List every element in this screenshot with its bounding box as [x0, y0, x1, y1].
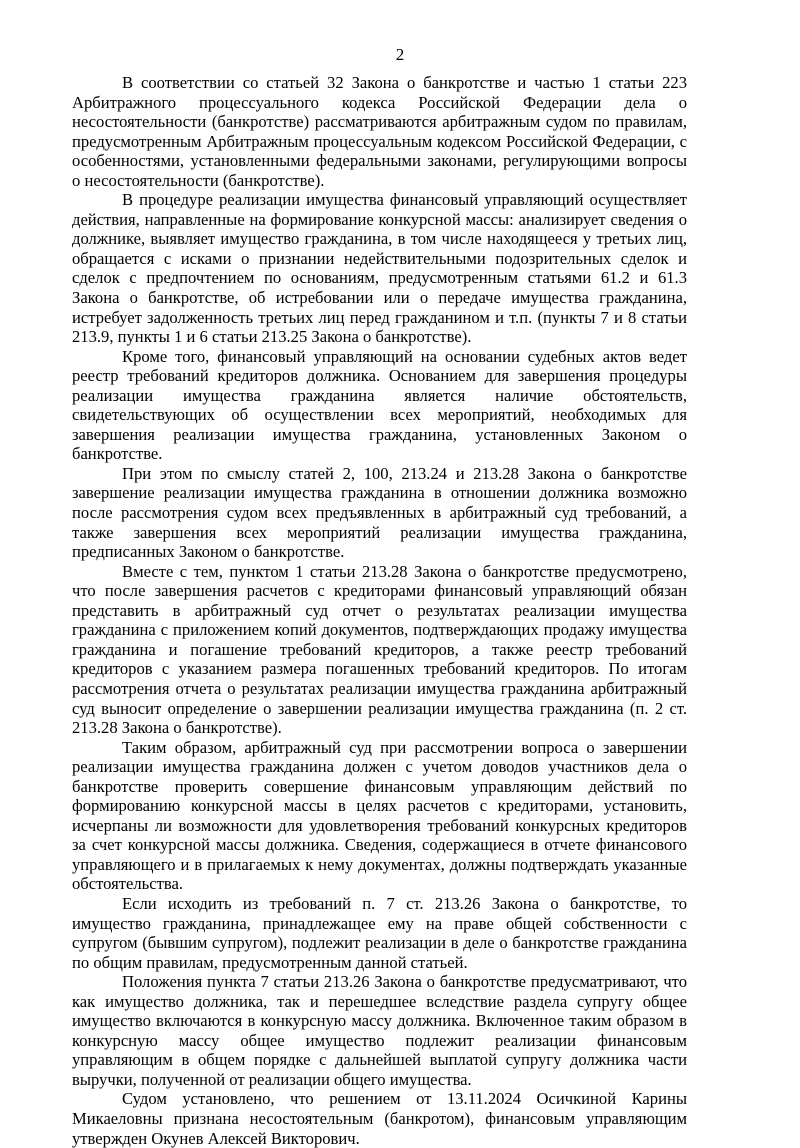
paragraph: При этом по смыслу статей 2, 100, 213.24 и 213.28 Закона о банкротстве завершение реализации имущества гражданина в отношении должника возможно после рассмотрения судом всех предъявленных в арбитражный суд требований, а также завершения всех мероприятий реализации имущества гражданина, предписанных Законом о банкротстве.	[72, 463, 687, 562]
paragraph: Если исходить из требований п. 7 ст. 213.26 Закона о банкротстве, то имущество гражданина, принадлежащее ему на праве общей собственности с супругом (бывшим супругом), подлежит реализации в деле о банкротстве гражданина по общим правилам, предусмотренным данной статьей.	[72, 893, 687, 972]
paragraph: Таким образом, арбитражный суд при рассмотрении вопроса о завершении реализации имущества гражданина должен с учетом доводов участников дела о банкротстве проверить совершение финансовым управляющим действий по формированию конкурсной массы в целях расчетов с кредиторами, установить, исчерпаны ли возможности для удовлетворения требований конкурсных кредиторов за счет конкурсной массы должника. Сведения, содержащиеся в отчете финансового управляющего и в прилагаемых к нему документах, должны подтверждать указанные обстоятельства.	[72, 737, 687, 894]
paragraph: Судом установлено, что решением от 13.11.2024 Осичкиной Карины Микаеловны признана несостоятельным (банкротом), финансовым управляющим утвержден Окунев Алексей Викторович.	[72, 1089, 687, 1148]
page-number: 2	[395, 45, 405, 64]
paragraph: Кроме того, финансовый управляющий на основании судебных актов ведет реестр требований кредиторов должника. Основанием для завершения процедуры реализации имущества гражданина является наличие обстоятельств, свидетельствующих об осуществлении всех мероприятий, необходимых для завершения реализации имущества гражданина, установленных Законом о банкротстве.	[72, 346, 687, 464]
paragraph: Вместе с тем, пунктом 1 статьи 213.28 Закона о банкротстве предусмотрено, что после завершения расчетов с кредиторами финансовый управляющий обязан представить в арбитражный суд отчет о результатах реализации имущества гражданина с приложением копий документов, подтверждающих продажу имущества гражданина и погашение требований кредиторов, а также реестр требований кредиторов с указанием размера погашенных требований кредиторов. По итогам рассмотрения отчета о результатах реализации имущества гражданина арбитражный суд выносит определение о завершении реализации имущества гражданина (п. 2 ст. 213.28 Закона о банкротстве).	[72, 561, 687, 738]
paragraph: В соответствии со статьей 32 Закона о банкротстве и частью 1 статьи 223 Арбитражного процессуального кодекса Российской Федерации дела о несостоятельности (банкротстве) рассматриваются арбитражным судом по правилам, предусмотренным Арбитражным процессуальным кодексом Российской Федерации, с особенностями, установленными федеральными законами, регулирующими вопросы о несостоятельности (банкротстве).	[72, 73, 687, 190]
paragraph: В процедуре реализации имущества финансовый управляющий осуществляет действия, направленные на формирование конкурсной массы: анализирует сведения о должнике, выявляет имущество гражданина, в том числе находящееся у третьих лиц, обращается с исками о признании недействительными подозрительных сделок и сделок с предпочтением по основаниям, предусмотренным статьями 61.2 и 61.3 Закона о банкротстве, об истребовании или о передаче имущества гражданина, истребует задолженность третьих лиц перед гражданином и т.п. (пункты 7 и 8 статьи 213.9, пункты 1 и 6 статьи 213.25 Закона о банкротстве).	[72, 190, 687, 347]
document-body	[72, 73, 687, 1148]
paragraph: Положения пункта 7 статьи 213.26 Закона о банкротстве предусматривают, что как имущество должника, так и перешедшее вследствие раздела супругу общее имущество включаются в конкурсную массу должника. Включенное таким образом в конкурсную массу общее имущество подлежит реализации финансовым управляющим в общем порядке с дальнейшей выплатой супругу должника части выручки, полученной от реализации общего имущества.	[72, 972, 687, 1089]
